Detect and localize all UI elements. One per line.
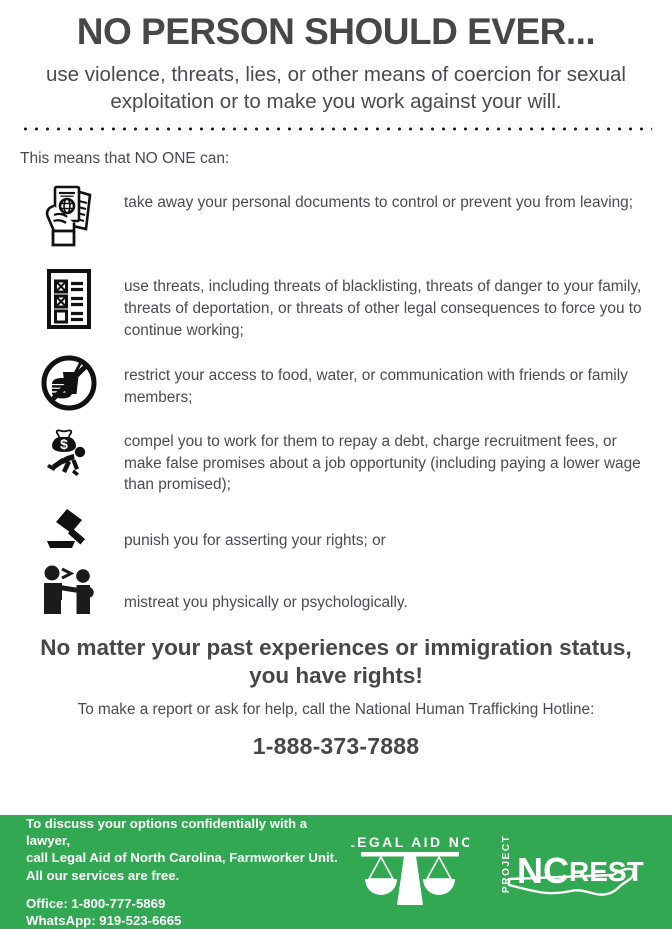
footer-logos	[344, 831, 660, 914]
footer-blurb-line-2: call Legal Aid of North Carolina, Farmworker Unit.	[26, 850, 338, 866]
rest-label-text: REST	[569, 855, 644, 887]
no-food-drink-icon	[14, 352, 124, 412]
checklist-document-icon	[14, 266, 124, 332]
prohibited-actions-list	[0, 180, 672, 618]
page-subtitle: use violence, threats, lies, or other means of coercion for sexual exploitation or to make you work against your will.	[46, 62, 626, 113]
list-item-text: restrict your access to food, water, or communication with friends or family members;	[124, 366, 628, 406]
page-title: NO PERSON SHOULD EVER...	[76, 11, 596, 52]
list-item	[14, 266, 658, 342]
office-phone[interactable]: Office: 1-800-777-5869	[26, 895, 166, 911]
closing-section	[0, 634, 672, 760]
list-item-text: mistreat you physically or psychologically.	[124, 594, 408, 612]
list-item	[14, 504, 658, 560]
legal-aid-nc-logo-text: LEGAL AID NC	[351, 833, 469, 850]
list-item-text: take away your personal documents to control or prevent you from leaving;	[124, 194, 634, 212]
footer	[0, 815, 672, 929]
list-item	[14, 562, 658, 618]
project-label-text: PROJECT	[501, 834, 512, 893]
footer-contact-block	[26, 895, 344, 929]
legal-aid-nc-logo	[351, 831, 469, 914]
footer-blurb-line-3: All our services are free.	[26, 867, 180, 883]
whatsapp-phone[interactable]: WhatsApp: 919-523-6665	[26, 913, 182, 929]
footer-blurb	[26, 815, 344, 884]
hand-holding-passport-icon	[14, 180, 124, 254]
footer-text-block	[26, 815, 344, 929]
list-item	[14, 422, 658, 497]
hotline-number[interactable]: 1-888-373-7888	[252, 733, 420, 760]
list-item	[14, 180, 658, 254]
list-item-text: use threats, including threats of blacklisting, threats of danger to your family, threats of deportation, or threats of other legal consequences to force you to continue working;	[124, 278, 642, 339]
list-item-text: punish you for asserting your rights; or	[124, 532, 386, 550]
dotted-divider	[20, 127, 652, 131]
list-item-text: compel you to work for them to repay a debt, charge recruitment fees, or make false promises about a job opportunity (including paying a lower wage than promised);	[124, 432, 641, 494]
no-label-text: NC	[517, 849, 569, 891]
intro-text: This means that NO ONE can:	[20, 150, 230, 168]
project-no-rest-logo	[495, 835, 645, 910]
footer-blurb-line-1: To discuss your options confidentially with a lawyer,	[26, 815, 308, 848]
header	[0, 0, 672, 131]
list-item	[14, 352, 658, 412]
svg-text:$: $	[60, 435, 68, 452]
person-abusing-person-icon	[14, 562, 124, 616]
closing-title: No matter your past experiences or immigration status, you have rights!	[40, 635, 632, 688]
running-person-money-bag-icon	[14, 422, 124, 482]
closing-subtitle: To make a report or ask for help, call the National Human Trafficking Hotline:	[77, 701, 595, 719]
gavel-icon	[14, 504, 124, 554]
